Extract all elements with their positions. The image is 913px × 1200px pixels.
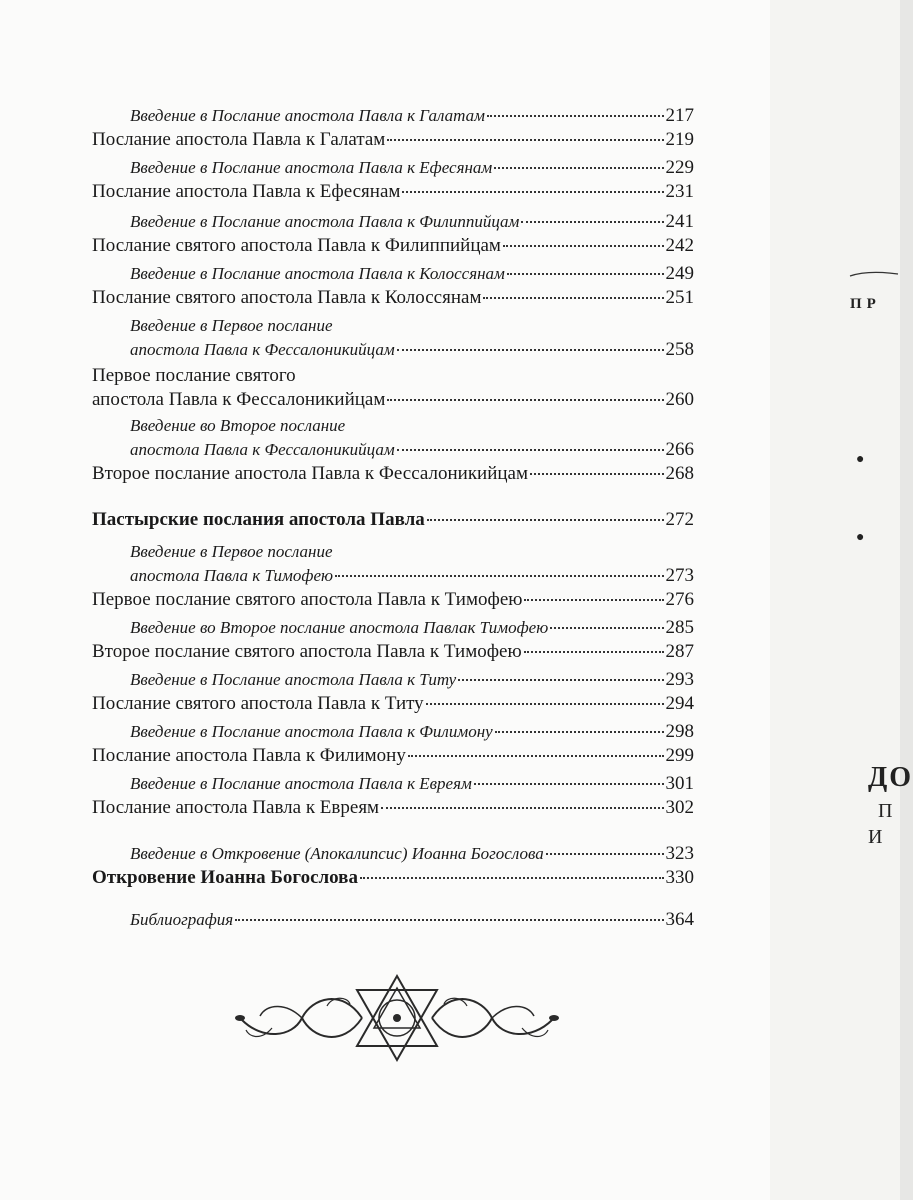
- toc-entry-title: Послание апостола Павла к Филимону: [92, 745, 406, 766]
- toc-entry-title: апостола Павла к Тимофею: [130, 566, 333, 585]
- dot-leader: [546, 853, 664, 855]
- toc-entry-title: Введение в Послание апостола Павла к Филиппийцам: [130, 212, 520, 231]
- toc-entry-title: Послание святого апостола Павла к Колоссянам: [92, 287, 482, 308]
- toc-page-number: 323: [665, 843, 694, 864]
- right-page-title: ДО: [868, 762, 913, 793]
- dot-leader: [483, 297, 663, 299]
- dot-leader: [495, 731, 664, 733]
- toc-page-number: 229: [665, 157, 694, 178]
- toc-page-number: 330: [665, 867, 694, 888]
- dot-leader: [360, 877, 664, 879]
- toc-page-number: 242: [665, 235, 694, 256]
- toc-entry-title: Пастырские послания апостола Павла: [92, 509, 425, 530]
- toc-entry-title: Введение во Второе послание апостола Павлак Тимофею: [130, 618, 549, 637]
- dot-leader: [530, 473, 663, 475]
- dot-leader: [397, 449, 664, 451]
- toc-entry-title: Введение во Второе послание: [130, 416, 346, 435]
- toc-entry-title: апостола Павла к Фессалоникийцам: [130, 340, 395, 359]
- dot-leader: [335, 575, 664, 577]
- toc-entry: [92, 866, 694, 890]
- toc-page-number: 273: [665, 565, 694, 586]
- toc-entry: [92, 588, 694, 612]
- dot-leader: [503, 245, 664, 247]
- toc-page-number: 299: [665, 745, 694, 766]
- toc-page-number: 266: [665, 439, 694, 460]
- toc-entry: [130, 908, 694, 932]
- toc-entry: [130, 210, 694, 234]
- dot-leader: [550, 627, 663, 629]
- bullet-icon: ●: [856, 452, 865, 467]
- toc-entry-title: Послание апостола Павла к Ефесянам: [92, 181, 401, 202]
- toc-entry: [130, 668, 694, 692]
- toc-entry-title: Библиография: [130, 910, 234, 929]
- dot-leader: [458, 679, 663, 681]
- toc-page-number: 241: [665, 211, 694, 232]
- toc-entry: [130, 338, 694, 362]
- dot-leader: [408, 755, 664, 757]
- toc-entry-title: Откровение Иоанна Богослова: [92, 867, 358, 888]
- dot-leader: [507, 273, 664, 275]
- toc-entry: [92, 692, 694, 716]
- toc-entry: [130, 540, 694, 564]
- toc-page-number: 219: [665, 129, 694, 150]
- toc-entry: [130, 156, 694, 180]
- toc-page-number: 260: [665, 389, 694, 410]
- right-page: [770, 0, 913, 1200]
- toc-entry: [130, 262, 694, 286]
- dot-leader: [524, 651, 664, 653]
- dot-leader: [402, 191, 663, 193]
- toc-page-number: 301: [665, 773, 694, 794]
- dot-leader: [494, 167, 663, 169]
- dot-leader: [397, 349, 664, 351]
- toc-entry-title: Первое послание святого: [92, 365, 296, 386]
- toc-entry-title: Послание святого апостола Павла к Филиппийцам: [92, 235, 501, 256]
- toc-entry: [92, 640, 694, 664]
- toc-page-number: 294: [665, 693, 694, 714]
- toc-page-number: 251: [665, 287, 694, 308]
- toc-entry-title: апостола Павла к Фессалоникийцам: [130, 440, 395, 459]
- dot-leader: [427, 519, 664, 521]
- dot-leader: [521, 221, 663, 223]
- toc-entry: [130, 772, 694, 796]
- toc-entry: [92, 364, 694, 388]
- toc-page-number: 364: [665, 909, 694, 930]
- dot-leader: [381, 807, 663, 809]
- toc-page-number: 276: [665, 589, 694, 610]
- toc-entry-title: Введение в Послание апостола Павла к Титу: [130, 670, 457, 689]
- toc-entry: [130, 314, 694, 338]
- swash-ornament-icon: [848, 268, 900, 280]
- toc-entry-title: Введение в Первое послание: [130, 316, 333, 335]
- dot-leader: [387, 399, 663, 401]
- dot-leader: [487, 115, 664, 117]
- toc-page-number: 268: [665, 463, 694, 484]
- toc-entry: [130, 564, 694, 588]
- toc-page-number: 285: [665, 617, 694, 638]
- ornamental-divider-icon: [232, 968, 562, 1068]
- toc-entry-title: Введение в Послание апостола Павла к Галатам: [130, 106, 485, 125]
- toc-entry: [130, 616, 694, 640]
- toc-entry-title: Введение в Откровение (Апокалипсис) Иоанна Богослова: [130, 844, 544, 863]
- toc-page-number: 258: [665, 339, 694, 360]
- toc-page-number: 302: [665, 797, 694, 818]
- toc-entry-title: Послание святого апостола Павла к Титу: [92, 693, 424, 714]
- toc-entry: [92, 388, 694, 412]
- toc-entry: [130, 438, 694, 462]
- toc-entry-title: Введение в Первое послание: [130, 542, 333, 561]
- toc-entry: [92, 180, 694, 204]
- toc-entry: [92, 462, 694, 486]
- dot-leader: [235, 919, 663, 921]
- bullet-icon: ●: [856, 530, 865, 545]
- toc-page-number: 272: [665, 509, 694, 530]
- toc-entry: [130, 842, 694, 866]
- toc-entry: [92, 128, 694, 152]
- toc-entry-title: Второе послание святого апостола Павла к Тимофею: [92, 641, 522, 662]
- toc-entry-title: Первое послание святого апостола Павла к Тимофею: [92, 589, 523, 610]
- dot-leader: [474, 783, 664, 785]
- toc-entry: [92, 234, 694, 258]
- right-page-line: П: [878, 800, 893, 822]
- toc-entry-title: Второе послание апостола Павла к Фессалоникийцам: [92, 463, 529, 484]
- toc-entry-title: Послание апостола Павла к Галатам: [92, 129, 386, 150]
- toc-entry: [92, 286, 694, 310]
- toc-entry-title: Послание апостола Павла к Евреям: [92, 797, 380, 818]
- toc-entry-title: Введение в Послание апостола Павла к Филимону: [130, 722, 493, 741]
- toc-page-number: 249: [665, 263, 694, 284]
- toc-entry-title: Введение в Послание апостола Павла к Колоссянам: [130, 264, 505, 283]
- toc-page-number: 287: [665, 641, 694, 662]
- toc-entry: [92, 744, 694, 768]
- toc-entry-title: апостола Павла к Фессалоникийцам: [92, 389, 386, 410]
- toc-page-number: 298: [665, 721, 694, 742]
- toc-entry: [130, 414, 694, 438]
- toc-page-number: 231: [665, 181, 694, 202]
- toc-entry-title: Введение в Послание апостола Павла к Ефесянам: [130, 158, 493, 177]
- toc-entry-title: Введение в Послание апостола Павла к Евреям: [130, 774, 472, 793]
- dot-leader: [387, 139, 663, 141]
- toc-entry: [130, 104, 694, 128]
- right-page-line: И: [868, 826, 883, 848]
- toc-entry: [130, 720, 694, 744]
- toc-entry: [92, 508, 694, 532]
- dot-leader: [524, 599, 663, 601]
- toc-page-number: 293: [665, 669, 694, 690]
- dot-leader: [426, 703, 664, 705]
- right-page-heading: ПР: [850, 296, 881, 312]
- toc-entry: [92, 796, 694, 820]
- toc-page-number: 217: [665, 105, 694, 126]
